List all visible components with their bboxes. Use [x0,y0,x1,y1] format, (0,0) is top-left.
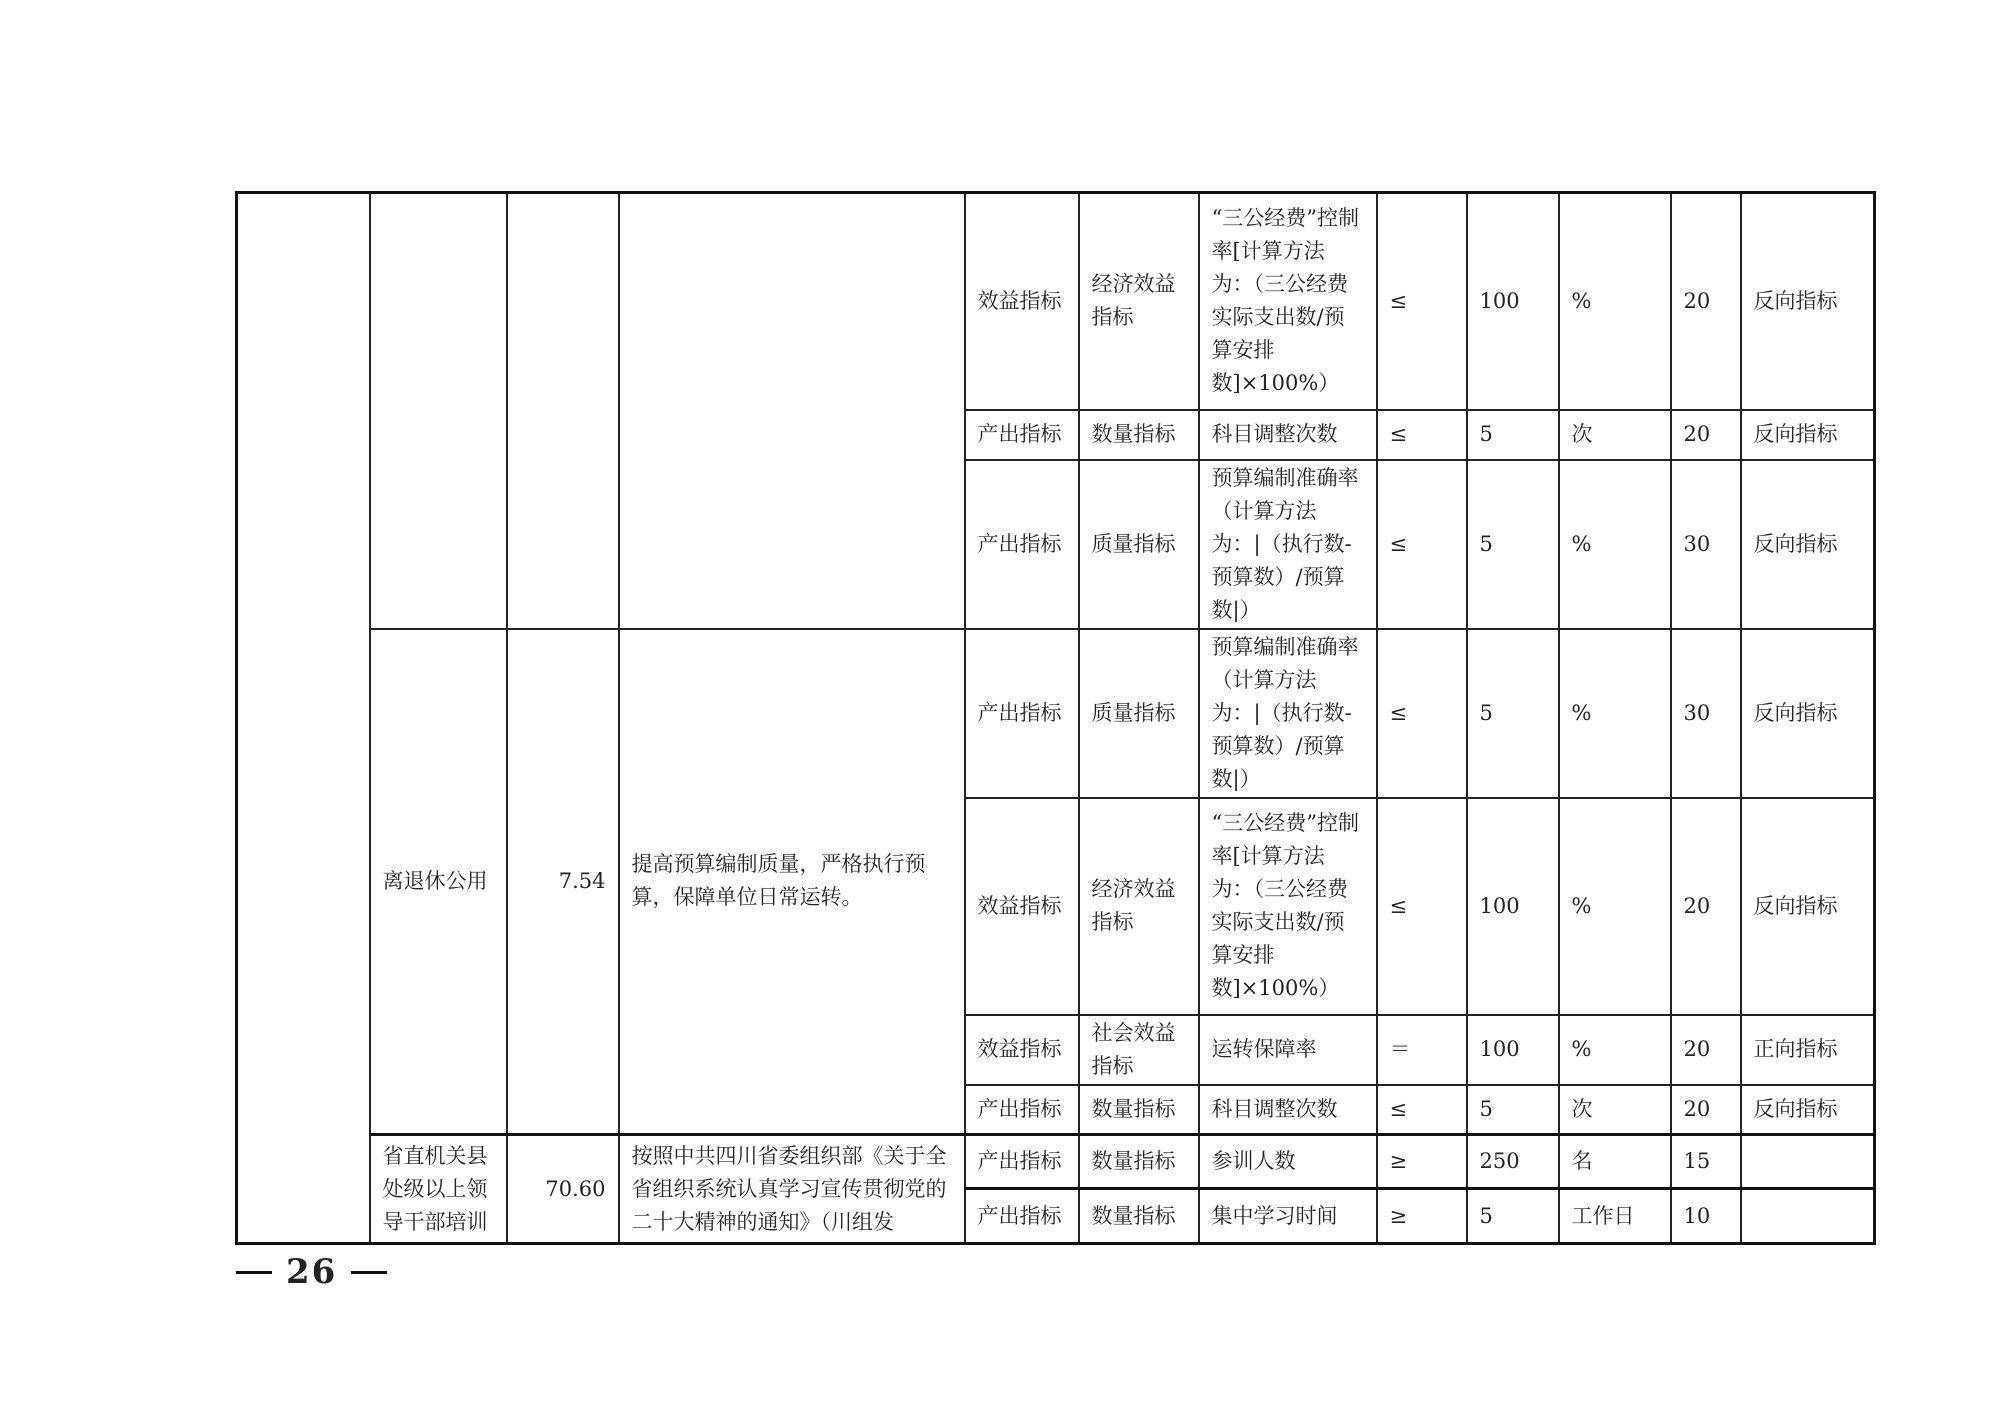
indicator-weight: 20 [1671,1015,1741,1085]
indicator-operator: ＝ [1377,1015,1467,1085]
indicator-operator: ≤ [1377,1085,1467,1135]
indicator-subcategory: 数量指标 [1079,1135,1199,1189]
indicator-value: 5 [1467,629,1559,798]
indicator-name: 预算编制准确率（计算方法为：|（执行数-预算数）/预算数|） [1199,629,1377,798]
indicator-weight: 20 [1671,193,1741,410]
indicator-name: 参训人数 [1199,1135,1377,1189]
indicator-weight: 20 [1671,410,1741,460]
indicator-value: 5 [1467,1085,1559,1135]
indicator-subcategory: 数量指标 [1079,410,1199,460]
indicator-operator: ≤ [1377,629,1467,798]
indicator-subcategory: 质量指标 [1079,629,1199,798]
unit-column-cell [237,193,370,1244]
indicator-category: 产出指标 [965,1189,1079,1244]
indicator-subcategory: 质量指标 [1079,460,1199,629]
indicator-weight: 20 [1671,1085,1741,1135]
indicator-category: 效益指标 [965,798,1079,1015]
indicator-subcategory: 经济效益指标 [1079,798,1199,1015]
indicator-direction [1741,1135,1875,1189]
indicator-unit: % [1559,629,1671,798]
indicator-weight: 30 [1671,629,1741,798]
indicator-subcategory: 社会效益指标 [1079,1015,1199,1085]
indicator-direction: 反向指标 [1741,629,1875,798]
indicator-direction: 反向指标 [1741,460,1875,629]
indicator-direction: 反向指标 [1741,410,1875,460]
indicator-unit: % [1559,193,1671,410]
indicator-value: 5 [1467,410,1559,460]
footer-dash-right [351,1271,387,1274]
indicator-direction: 反向指标 [1741,798,1875,1015]
indicator-operator: ≥ [1377,1189,1467,1244]
indicator-unit: 次 [1559,410,1671,460]
project-name-cell: 离退休公用 [370,629,507,1135]
indicator-category: 效益指标 [965,193,1079,410]
indicator-direction: 正向指标 [1741,1015,1875,1085]
indicator-direction: 反向指标 [1741,1085,1875,1135]
indicator-value: 250 [1467,1135,1559,1189]
indicator-category: 效益指标 [965,1015,1079,1085]
performance-indicator-table [235,191,1876,1245]
indicator-weight: 20 [1671,798,1741,1015]
project-amount-cell: 70.60 [507,1135,619,1244]
indicator-name: 科目调整次数 [1199,1085,1377,1135]
project-amount-cell: 7.54 [507,629,619,1135]
indicator-value: 100 [1467,1015,1559,1085]
indicator-operator: ≤ [1377,193,1467,410]
indicator-category: 产出指标 [965,410,1079,460]
page-number: 26 [286,1252,338,1292]
project-name-cell [370,193,507,629]
indicator-direction: 反向指标 [1741,193,1875,410]
indicator-operator: ≤ [1377,460,1467,629]
project-name-cell: 省直机关县处级以上领导干部培训 [370,1135,507,1244]
indicator-category: 产出指标 [965,1135,1079,1189]
indicator-direction [1741,1189,1875,1244]
indicator-name: 科目调整次数 [1199,410,1377,460]
indicator-category: 产出指标 [965,1085,1079,1135]
indicator-name: “三公经费”控制率[计算方法为：（三公经费实际支出数/预算安排数]×100%） [1199,193,1377,410]
indicator-value: 5 [1467,460,1559,629]
indicator-unit: % [1559,1015,1671,1085]
indicator-name: 预算编制准确率（计算方法为：|（执行数-预算数）/预算数|） [1199,460,1377,629]
indicator-unit: 名 [1559,1135,1671,1189]
indicator-value: 100 [1467,798,1559,1015]
indicator-operator: ≥ [1377,1135,1467,1189]
indicator-name: 运转保障率 [1199,1015,1377,1085]
indicator-value: 100 [1467,193,1559,410]
indicator-unit: % [1559,460,1671,629]
indicator-subcategory: 数量指标 [1079,1085,1199,1135]
indicator-unit: 次 [1559,1085,1671,1135]
indicator-value: 5 [1467,1189,1559,1244]
page-footer [236,1252,387,1292]
indicator-weight: 15 [1671,1135,1741,1189]
project-goal-cell [619,193,965,629]
indicator-name: “三公经费”控制率[计算方法为：（三公经费实际支出数/预算安排数]×100%） [1199,798,1377,1015]
indicator-operator: ≤ [1377,410,1467,460]
indicator-operator: ≤ [1377,798,1467,1015]
indicator-name: 集中学习时间 [1199,1189,1377,1244]
indicator-weight: 30 [1671,460,1741,629]
project-goal-cell: 按照中共四川省委组织部《关于全省组织系统认真学习宣传贯彻党的二十大精神的通知》（川组发 [619,1135,965,1244]
indicator-category: 产出指标 [965,629,1079,798]
project-goal-cell: 提高预算编制质量，严格执行预算，保障单位日常运转。 [619,629,965,1135]
indicator-subcategory: 经济效益指标 [1079,193,1199,410]
footer-dash-left [236,1271,272,1274]
project-amount-cell [507,193,619,629]
indicator-subcategory: 数量指标 [1079,1189,1199,1244]
indicator-unit: 工作日 [1559,1189,1671,1244]
indicator-weight: 10 [1671,1189,1741,1244]
indicator-unit: % [1559,798,1671,1015]
indicator-category: 产出指标 [965,460,1079,629]
